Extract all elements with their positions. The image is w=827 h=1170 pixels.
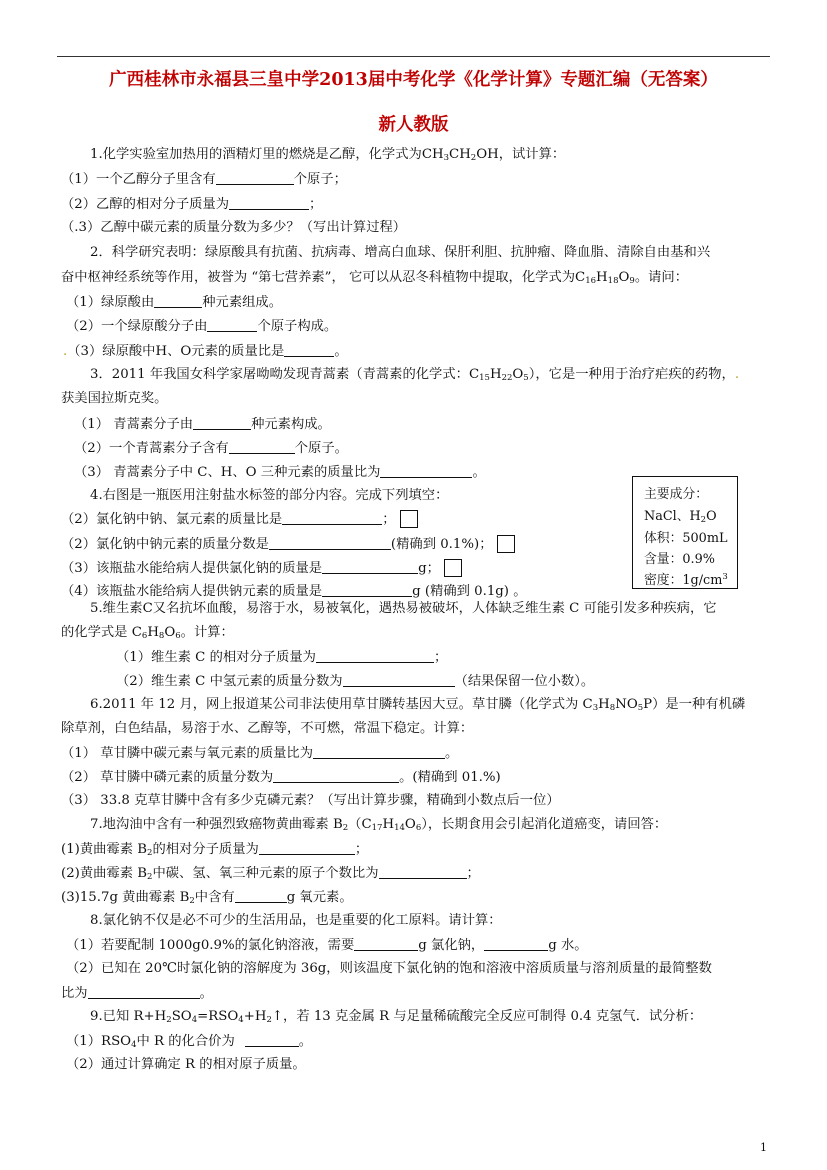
- q6-part2: （2） 草甘膦中磷元素的质量分数为 。(精确到 01.%): [61, 770, 501, 785]
- answer-blank: [380, 464, 472, 478]
- q6-part3: （3） 33.8 克草甘膦中含有多少克磷元素？（写出计算步骤，精确到小数点后一位）: [61, 793, 560, 808]
- answer-blank: [322, 560, 418, 574]
- q8-part1: （1）若要配制 1000g0.9%的氯化钠溶液，需要 g 氯化钠， g 水。: [66, 938, 588, 953]
- q9-part1: $(1)RSO_4$中 R 的化合价为 。: [66, 1034, 313, 1050]
- header-rule: [57, 56, 770, 57]
- answer-blank: [154, 294, 202, 308]
- label-density: 密度：$1g/cm^3$: [644, 572, 728, 588]
- answer-blank: [316, 649, 434, 663]
- q7-part3: (3)15.7g 黄曲霉素 $B_2$中含有 g 氧元素。: [61, 890, 353, 906]
- q2-stem-line1: 2．科学研究表明：绿原酸具有抗菌、抗病毒、增高白血球、保肝利胆、抗肿瘤、降血脂、清除自由基和兴: [90, 245, 711, 260]
- q6-part1: （1） 草甘膦中碳元素与氧元素的质量比为 。: [61, 746, 459, 761]
- q4-stem: 4.右图是一瓶医用注射盐水标签的部分内容。完成下列填空：: [90, 488, 449, 503]
- q4-part1: （2）氯化钠中钠、氯元素的质量比是 ；: [61, 510, 418, 528]
- q1-part1: （1）一个乙醇分子里含有 个原子；: [61, 172, 347, 187]
- answer-checkbox[interactable]: [400, 510, 418, 528]
- page-number: 1: [760, 1141, 767, 1154]
- q3-part3: （3） 青蒿素分子中 C、H、O 三种元素的质量比为 。: [74, 465, 486, 480]
- answer-blank: [216, 171, 294, 185]
- q5-part2: （2）维生素 C 中氢元素的质量分数为 （结果保留一位小数）。: [116, 674, 595, 689]
- answer-checkbox[interactable]: [444, 559, 462, 577]
- label-content: 含量：0.9%: [644, 552, 715, 567]
- q5-part1: （1）维生素 C 的相对分子质量为 ；: [116, 650, 448, 665]
- answer-blank: [484, 937, 548, 951]
- page-subtitle: 新人教版: [378, 115, 449, 135]
- answer-blank: [245, 1033, 299, 1047]
- q3-part2: （2）一个青蒿素分子含有 个原子。: [74, 441, 348, 456]
- q3-part1: （1） 青蒿素分子由 种元素构成。: [74, 417, 331, 432]
- label-ingredients: NaCl、$H_2O$: [644, 509, 717, 525]
- answer-blank: [313, 745, 445, 759]
- q3-stem-line1: 3．2011 年我国女科学家屠呦呦发现青蒿素（青蒿素的化学式：$C_{15}H_{22}O_5$），它是一种用于治疗疟疾的药物，.: [90, 367, 740, 383]
- q3-stem-line2: 获美国拉斯克奖。: [61, 391, 168, 406]
- answer-blank: [284, 343, 334, 357]
- q9-stem: 9.已知 $R+H_2SO_4=RSO_4+H_2↑$，若 13 克金属 R 与足量稀硫酸完全反应可制得 0.4 克氢气．试分析：: [90, 1009, 703, 1025]
- answer-blank: [235, 889, 287, 903]
- q1-stem: 1.化学实验室加热用的酒精灯里的燃烧是乙醇，化学式为$CH_3CH_2OH$，试计算：: [90, 147, 566, 163]
- answer-blank: [282, 511, 382, 525]
- answer-blank: [229, 440, 295, 454]
- q8-part2-line2: 比为 。: [61, 986, 213, 1001]
- q7-stem: 7.地沟油中含有一种强烈致癌物黄曲霉素 $B_2(C_{17}H_{14}O_6)$，长期食用会引起消化道癌变，请回答：: [90, 817, 668, 833]
- q2-part3: .（3）绿原酸中H、O元素的质量比是 。: [63, 344, 348, 359]
- q4-part2: （2）氯化钠中钠元素的质量分数是 (精确到 0.1%)；: [61, 535, 515, 553]
- saline-label-box: [632, 476, 738, 589]
- q9-part2: （2）通过计算确定 R 的相对原子质量。: [66, 1057, 306, 1072]
- answer-blank: [379, 865, 467, 879]
- page-title: 广西桂林市永福县三皇中学2013届中考化学《化学计算》专题汇编（无答案）: [109, 70, 718, 90]
- label-heading: 主要成分：: [644, 487, 708, 502]
- q2-stem-line2: 奋中枢神经系统等作用，被誉为 “第七营养素”， 它可以从忍冬科植物中提取，化学式为$C_{16}H_{18}O_9$。请问：: [61, 270, 688, 286]
- answer-blank: [343, 673, 455, 687]
- answer-blank: [193, 416, 251, 430]
- q8-stem: 8.氯化钠不仅是必不可少的生活用品，也是重要的化工原料。请计算：: [90, 913, 502, 928]
- q2-part1: （1）绿原酸由 种元素组成。: [66, 295, 283, 310]
- q5-stem-line1: 5.维生素C又名抗坏血酸，易溶于水，易被氧化，遇热易被破坏，人体缺乏维生素 C 可能引发多种疾病，它: [90, 601, 717, 616]
- q4-part4: （4）该瓶盐水能给病人提供钠元素的质量是 g (精确到 0.1g) 。: [61, 584, 527, 599]
- answer-blank: [269, 536, 391, 550]
- q1-part2: （2）乙醇的相对分子质量为 ；: [61, 197, 323, 212]
- q7-part2: (2)黄曲霉素 $B_2$中碳、氢、氧三种元素的原子个数比为 ；: [61, 866, 480, 882]
- answer-blank: [259, 841, 355, 855]
- q1-part3: （.3）乙醇中碳元素的质量分数为多少？（写出计算过程）: [61, 220, 407, 235]
- answer-checkbox[interactable]: [497, 535, 515, 553]
- q6-stem-line2: 除草剂，白色结晶，易溶于水、乙醇等，不可燃，常温下稳定。计算：: [61, 721, 474, 736]
- label-volume: 体积：500mL: [644, 531, 728, 546]
- answer-blank: [322, 583, 412, 597]
- q8-part2-line1: （2）已知在 20℃时氯化钠的溶解度为 36g，则该温度下氯化钠的饱和溶液中溶质质量与溶剂质量的最简整数: [66, 961, 712, 976]
- answer-blank: [207, 318, 257, 332]
- q6-stem-line1: 6.2011 年 12 月，网上报道某公司非法使用草甘膦转基因大豆。草甘膦（化学式为 $C_3H_8NO_5P$）是一种有机磷: [90, 697, 746, 713]
- q7-part1: (1)黄曲霉素 $B_2$的相对分子质量为 ；: [61, 842, 369, 858]
- answer-blank: [273, 769, 399, 783]
- q4-part3: （3）该瓶盐水能给病人提供氯化钠的质量是 g；: [61, 559, 462, 577]
- q2-part2: （2）一个绿原酸分子由 个原子构成。: [66, 319, 338, 334]
- answer-blank: [229, 196, 309, 210]
- answer-blank: [354, 937, 418, 951]
- q5-stem-line2: 的化学式是 $C_6H_8O_6$。计算：: [61, 625, 234, 641]
- answer-blank: [88, 985, 200, 999]
